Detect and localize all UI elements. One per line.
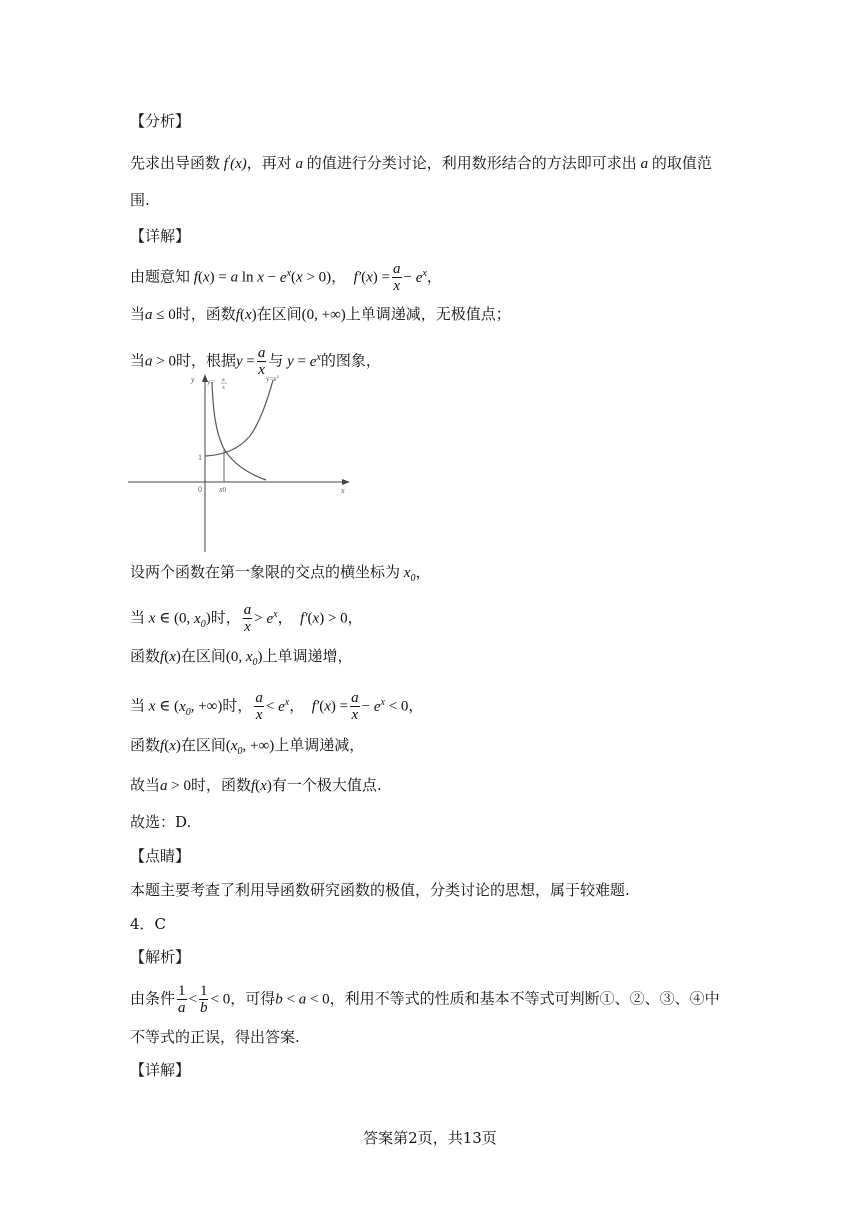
label-a-over-x-den: x — [222, 385, 225, 391]
detail-line-9: 故当a > 0时，函数f(x)有一个极大值点. — [130, 776, 382, 794]
x-axis-arrow — [342, 479, 350, 485]
detail-heading: 【详解】 — [130, 227, 191, 245]
analysis2-line-2: 不等式的正误，得出答案. — [130, 1028, 300, 1046]
math-fprime-x: f′(x) — [220, 154, 247, 172]
detail-line-5: 当 x ∈ (0, $x_0$)时， $\frac{a}{x}$ > $e^x$， f′(x) > 0， — [130, 602, 363, 635]
math-a: a — [636, 156, 652, 172]
label-exp: $y=e^x$ — [266, 375, 280, 383]
analysis2-heading: 【解析】 — [130, 948, 191, 966]
page-footer: 答案第2页，共13页 — [363, 1129, 497, 1147]
y-axis-label: y — [191, 375, 195, 384]
analysis-heading: 【分析】 — [130, 112, 191, 130]
detail-line-4: 设两个函数在第一象限的交点的横坐标为 $x_0$， — [130, 563, 431, 584]
detail-line-7: 当 x ∈ ($x_0$, +∞)时， $\frac{a}{x}$ < $e^x$， f′(x) = $\frac{a}{x}$ − $e^x < 0$， — [130, 690, 424, 723]
detail-line-6: 函数f(x)在区间(0, $x_0$)上单调递增， — [130, 647, 353, 668]
detail-line-8: 函数f(x)在区间($x_0$, +∞)上单调递减， — [130, 736, 365, 757]
curve-a-over-x — [212, 382, 266, 480]
x0-label: x0 — [219, 485, 227, 494]
tick-one-label: 1 — [198, 453, 202, 462]
label-a-over-x-num: a — [222, 377, 225, 383]
answer-choice: 故选：D. — [130, 813, 192, 831]
math-a: a — [291, 156, 307, 172]
comment-heading: 【点睛】 — [130, 847, 191, 865]
analysis2-line-1: 由条件 $\frac{1}{a}$ < $\frac{1}{b}$ < 0，可得b < a < 0，利用不等式的性质和基本不等式可判断①、②、③、④中 — [130, 983, 720, 1016]
x-axis-label: x — [341, 486, 345, 495]
analysis-line-2: 围. — [130, 191, 150, 209]
detail-line-2: 当a ≤ 0时，函数f(x)在区间(0, +∞)上单调递减，无极值点； — [130, 305, 511, 323]
detail-line-3: 当a > 0时，根据y = $\frac{a}{x}$ 与 $y = e^x$的图象， — [130, 345, 381, 378]
origin-label: 0 — [198, 485, 202, 494]
analysis-line-1: 先求出导函数 f′(x)，再对 a 的值进行分类讨论，利用数形结合的方法即可求出 a 的取值范 — [130, 154, 712, 172]
function-graph — [128, 372, 368, 554]
comment-line: 本题主要考查了利用导函数研究函数的极值，分类讨论的思想，属于较难题. — [130, 881, 630, 899]
detail2-heading: 【详解】 — [130, 1061, 191, 1079]
label-a-over-x: y= — [207, 378, 215, 386]
question-4-answer: 4．C — [130, 915, 167, 933]
detail-line-1: 由题意知 f(x) = a $\ln x - e^x(x > 0)$， f′(x) = $\frac{a}{x}$ − $e^x$， — [130, 261, 442, 294]
fraction-a-over-x: $\frac{a}{x}$ — [393, 261, 401, 294]
